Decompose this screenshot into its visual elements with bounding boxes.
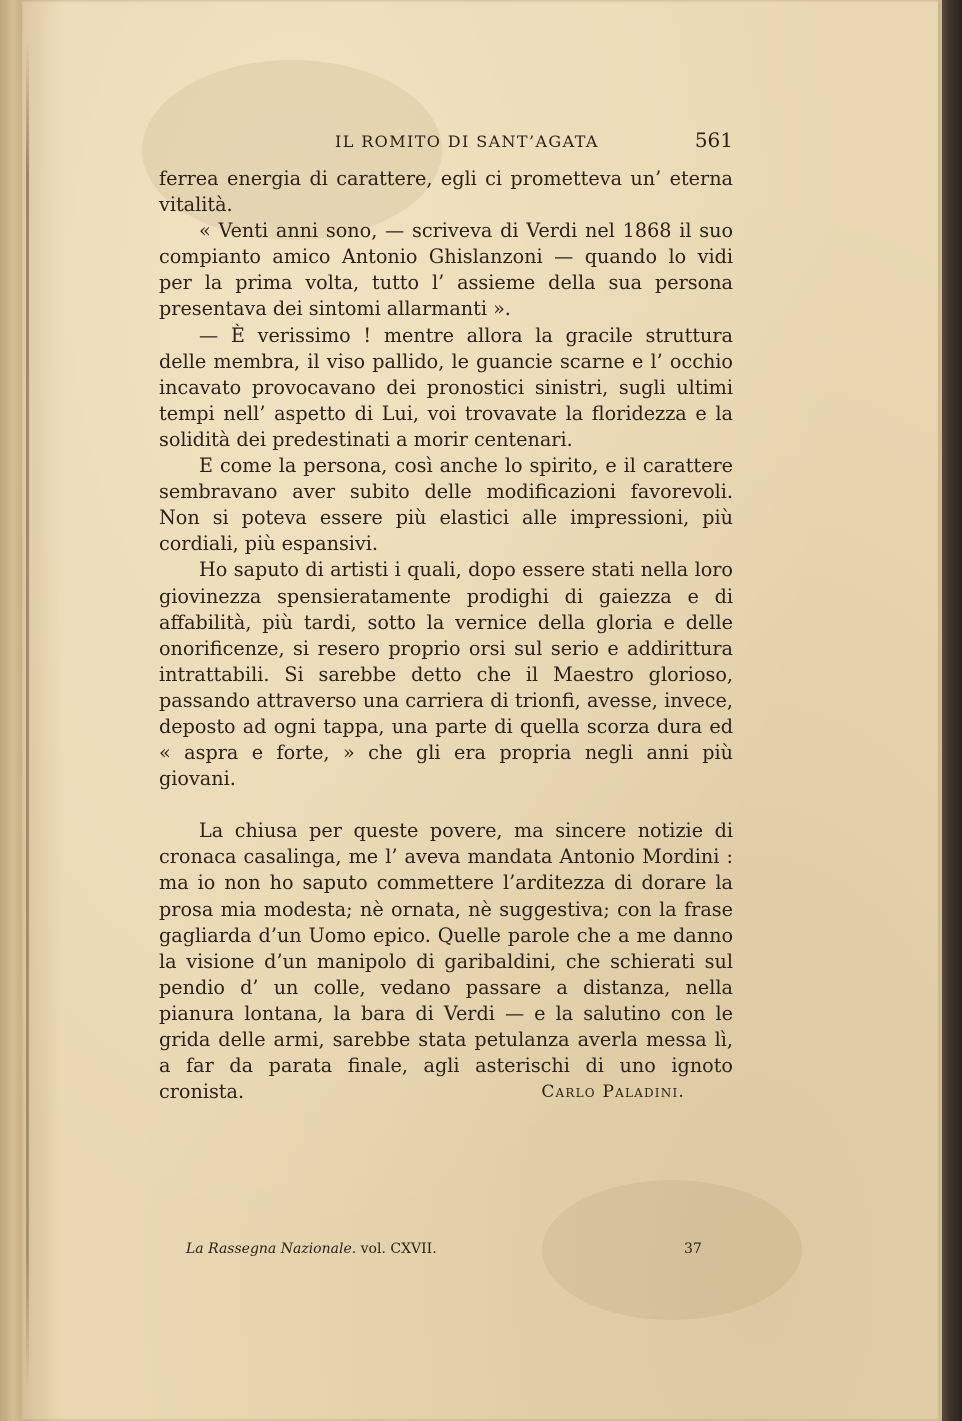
running-head: [160, 128, 733, 158]
section-gap: [159, 792, 733, 818]
signature-mark: 37: [684, 1241, 702, 1257]
gutter-fold: [26, 40, 29, 1390]
page-number: 561: [694, 128, 733, 152]
journal-title: La Rassegna Nazionale.: [186, 1241, 357, 1257]
running-title: IL ROMITO DI SANT’AGATA: [335, 132, 599, 151]
paragraph: Ho saputo di artisti i quali, dopo essere stati nella loro giovinezza spensieratamente prodighi di gaiezza e di affabilità, più tardi, sotto la vernice della gloria e delle onorificenze, si resero proprio orsi sul serio e addirittura intrattabili. Si sarebbe detto che il Maestro glorioso, passando attraverso una carriera di trionfi, avesse, invece, deposto ad ogni tappa, una parte di quella scorza dura ed « aspra e forte, » che gli era propria negli anni più giovani.: [159, 558, 733, 791]
body-text: [159, 166, 733, 1105]
paragraph: ferrea energia di carattere, egli ci prometteva un’ eterna vitalità.: [159, 167, 733, 217]
paragraph: E come la persona, così anche lo spirito, e il carattere sembravano aver subito delle modificazioni favorevoli. Non si poteva essere più elastici alle impressioni, più cordiali, più espansivi.: [159, 454, 733, 556]
journal-volume: vol. CXVII.: [360, 1241, 437, 1257]
book-spine: [942, 0, 962, 1421]
footer-journal: [186, 1241, 437, 1257]
paragraph: « Venti anni sono, — scriveva di Verdi nel 1868 il suo compianto amico Antonio Ghislanzoni — quando lo vidi per la prima volta, tutto l’ assieme della sua persona presentava dei sintomi allarmanti ».: [159, 219, 733, 321]
closing-paragraph: La chiusa per queste povere, ma sincere notizie di cronaca casalinga, me l’ aveva mandata Antonio Mordini : ma io non ho saputo commettere l’arditezza di dorare la prosa mia modesta; nè ornata, nè suggestiva; con la frase gagliarda d’un Uomo epico. Quelle parole che a me danno la visione d’un manipolo di garibaldini, che schierati sul pendio d’ un colle, vedano passare a distanza, nella pianura lontana, la bara di Verdi — e la salutino con le grida delle armi, sarebbe stata petulanza averla messa lì, a far da parata finale, agli asterischi di uno ignoto cronista.: [159, 819, 733, 1104]
scan-left-edge: [0, 0, 22, 1421]
author-signature: Carlo Paladini.: [541, 1082, 685, 1102]
paper-stain: [542, 1180, 802, 1320]
paragraph: — È verissimo ! mentre allora la gracile struttura delle membra, il viso pallido, le guancie scarne e l’ occhio incavato provocavano dei pronostici sinistri, sugli ultimi tempi nell’ aspetto di Lui, voi trovavate la floridezza e la solidità dei predestinati a morir centenari.: [159, 323, 733, 451]
